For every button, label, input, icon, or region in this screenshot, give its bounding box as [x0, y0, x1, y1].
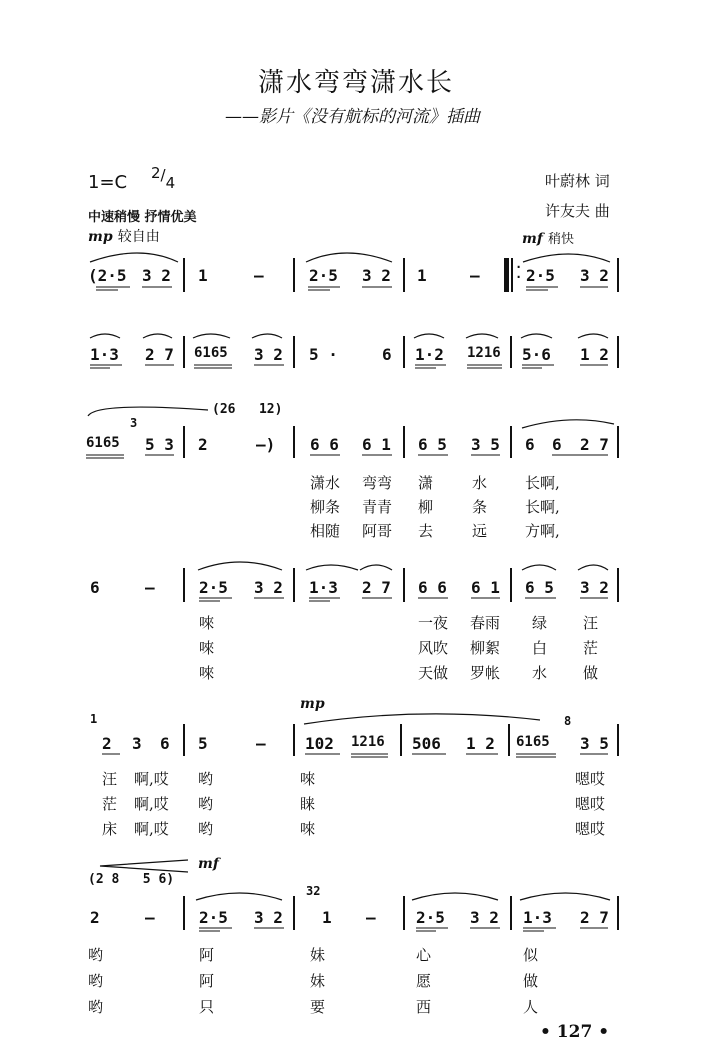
lyric: 唻: [199, 639, 215, 657]
lyric: 西: [416, 998, 432, 1016]
dynamic-mp-row5: mp: [300, 696, 325, 712]
note-group: 2 7: [145, 345, 174, 364]
note-group: 5: [198, 734, 208, 753]
lyric: 哟: [88, 998, 104, 1016]
note-group: 6 1: [362, 435, 391, 454]
note-group: 5 ·: [309, 345, 338, 364]
grace-note: 8: [564, 714, 572, 728]
note-group: 3 2: [254, 578, 283, 597]
note-group: 2 7: [580, 435, 609, 454]
slur: [414, 334, 444, 338]
note-group: 1 2: [580, 345, 609, 364]
note-group: 5 3: [145, 435, 174, 454]
lyric: 水: [532, 664, 548, 682]
note-group: —): [256, 435, 276, 454]
lyric: 春雨: [470, 614, 501, 632]
note-group: —: [254, 266, 264, 285]
note-group: 2·5: [199, 578, 228, 597]
slur: [578, 565, 608, 570]
note-group: 2: [102, 734, 112, 753]
lyric: 唻: [300, 820, 316, 838]
note-group: 6: [382, 345, 392, 364]
note-group: 6165: [194, 345, 228, 361]
dynamic-mp-text: 较自由: [117, 229, 160, 245]
note-group: 102: [305, 734, 334, 753]
slur: [304, 714, 540, 724]
lyric: 柳条: [310, 498, 341, 516]
composer-credit: 许友夫 曲: [545, 202, 610, 220]
lyric: 一夜: [418, 614, 449, 632]
slur: [578, 334, 608, 338]
lyric: 水: [472, 474, 488, 492]
lyric: 阿: [199, 972, 215, 990]
note-group: 3 2: [362, 266, 391, 285]
slur: [252, 334, 282, 338]
grace-note: 32: [306, 884, 321, 898]
note-group: 506: [412, 734, 441, 753]
lyric: 条: [472, 498, 488, 516]
lyric: 要: [310, 998, 326, 1016]
lyric: 绿: [532, 614, 548, 632]
lyric: 妹: [310, 972, 326, 990]
note-group: 2: [90, 908, 100, 927]
song-title: 潇水弯弯潇水长: [258, 68, 455, 98]
dynamic-mf-row6: mf: [198, 856, 219, 872]
slur: [521, 334, 552, 338]
note-group: 6 6: [418, 578, 447, 597]
note-group: 6165: [86, 435, 120, 451]
key-signature: 1=C: [88, 172, 128, 193]
lyric: 啊,哎: [134, 770, 169, 788]
time-denominator: 4: [165, 174, 176, 192]
note-group: (2·5: [88, 266, 127, 285]
note-group: 6: [525, 435, 535, 454]
note-group: 3 2: [254, 908, 283, 927]
note-group: 5·6: [522, 345, 551, 364]
note-group: 6 5: [418, 435, 447, 454]
lyric: 嗯哎: [575, 795, 606, 813]
lyric: 唻: [199, 664, 215, 682]
bracket-notes: (2 8 5 6): [88, 872, 175, 887]
lyric: 茫: [583, 639, 599, 657]
lyric: 啊,哎: [134, 820, 169, 838]
dynamic-mp: mp: [88, 229, 113, 245]
lyric: 床: [102, 820, 118, 838]
slur: [198, 562, 282, 570]
note-group: 6: [160, 734, 170, 753]
note-group: —: [145, 578, 155, 597]
lyric: 长啊,: [525, 474, 560, 492]
note-group: 1216: [351, 734, 385, 750]
lyric: 去: [418, 522, 434, 540]
lyric: 心: [416, 946, 432, 964]
lyric: 嗯哎: [575, 770, 606, 788]
lyric: 似: [523, 946, 539, 964]
lyric: 唻: [199, 614, 215, 632]
dynamic-mf: mf: [522, 231, 543, 247]
note-group: —: [470, 266, 480, 285]
lyric: 只: [199, 998, 215, 1016]
note-group: 1: [198, 266, 208, 285]
grace-note: 3: [130, 416, 138, 430]
dynamic-mf-text: 稍快: [547, 232, 574, 247]
note-group: 3 2: [580, 266, 609, 285]
note-group: —: [145, 908, 155, 927]
lyric: 做: [583, 664, 599, 682]
lyric: 唻: [300, 770, 316, 788]
note-group: 3: [132, 734, 142, 753]
lyric: 汪: [583, 614, 599, 632]
slur: [520, 893, 610, 900]
note-group: 6 6: [310, 435, 339, 454]
note-group: 1·3: [523, 908, 552, 927]
lyric: 远: [472, 522, 488, 540]
note-group: 1: [417, 266, 427, 285]
note-group: 6165: [516, 734, 550, 750]
lyric: 哟: [198, 820, 214, 838]
slur: [306, 565, 358, 570]
lyric: 潇: [418, 474, 434, 492]
note-group: 3 2: [470, 908, 499, 927]
lyric: 妹: [310, 946, 326, 964]
lyric: 天做: [418, 664, 449, 682]
lyric: 青青: [362, 498, 393, 516]
slur: [306, 253, 392, 262]
lyric: 方啊,: [525, 522, 560, 540]
lyric: 嗯哎: [575, 820, 606, 838]
slur: [193, 334, 230, 338]
bracket-notes: (26 12): [212, 402, 283, 417]
page-number: • 127 •: [540, 1022, 610, 1042]
note-group: 2·5: [526, 266, 555, 285]
note-group: 6 1: [471, 578, 500, 597]
note-group: 1·3: [90, 345, 119, 364]
note-group: 2 7: [362, 578, 391, 597]
lyric: 汪: [102, 770, 118, 788]
note-group: 6: [552, 435, 562, 454]
lyric: 睐: [300, 795, 316, 813]
lyric: 哟: [88, 946, 104, 964]
slur: [90, 253, 178, 262]
note-group: 2·5: [199, 908, 228, 927]
slur: [88, 407, 208, 416]
note-group: 1·2: [415, 345, 444, 364]
lyric: 风吹: [418, 639, 449, 657]
note-group: 1216: [467, 345, 501, 361]
slur: [523, 254, 610, 262]
song-subtitle: ——影片《没有航标的河流》插曲: [225, 107, 480, 127]
note-group: 3 2: [254, 345, 283, 364]
note-group: 2·5: [416, 908, 445, 927]
lyric: 柳絮: [470, 639, 501, 657]
note-group: 1 2: [466, 734, 495, 753]
note-group: 6: [90, 578, 100, 597]
repeat-dots: · ·: [515, 260, 523, 284]
note-group: 2·5: [309, 266, 338, 285]
time-numerator: 2: [151, 164, 161, 182]
lyric: 做: [523, 972, 539, 990]
lyric: 阿哥: [362, 522, 393, 540]
lyric: 哟: [198, 795, 214, 813]
note-group: 1·3: [309, 578, 338, 597]
note-group: 3 2: [580, 578, 609, 597]
slur: [466, 334, 498, 338]
crescendo: [100, 860, 188, 872]
grace-note: 1: [90, 712, 98, 726]
slur: [522, 420, 614, 428]
note-group: 6 5: [525, 578, 554, 597]
tempo-marking: 中速稍慢 抒情优美: [88, 210, 197, 225]
note-group: 3 5: [580, 734, 609, 753]
slur: [143, 334, 172, 338]
lyric: 人: [523, 998, 539, 1016]
lyric: 哟: [198, 770, 214, 788]
note-group: 2: [198, 435, 208, 454]
lyric: 潇水: [310, 474, 341, 492]
lyric: 白: [532, 639, 548, 657]
lyric: 长啊,: [525, 498, 560, 516]
note-group: 1: [322, 908, 332, 927]
lyric: 哟: [88, 972, 104, 990]
note-group: 3 5: [471, 435, 500, 454]
time-signature: 2/4: [151, 164, 176, 192]
lyric: 啊,哎: [134, 795, 169, 813]
slur: [196, 893, 282, 900]
note-group: 2 7: [580, 908, 609, 927]
note-group: 3 2: [142, 266, 171, 285]
lyric: 罗帐: [470, 664, 501, 682]
note-group: —: [366, 908, 376, 927]
lyric: 茫: [102, 795, 118, 813]
lyric: 弯弯: [362, 474, 393, 492]
lyric: 柳: [418, 498, 434, 516]
lyric: 阿: [199, 946, 215, 964]
slur: [360, 565, 392, 570]
lyric: 愿: [416, 972, 432, 990]
slur: [412, 893, 498, 900]
slur: [522, 565, 556, 570]
lyricist-credit: 叶蔚林 词: [545, 172, 610, 190]
slur: [90, 334, 120, 338]
note-group: —: [256, 734, 266, 753]
lyric: 相随: [310, 522, 341, 540]
